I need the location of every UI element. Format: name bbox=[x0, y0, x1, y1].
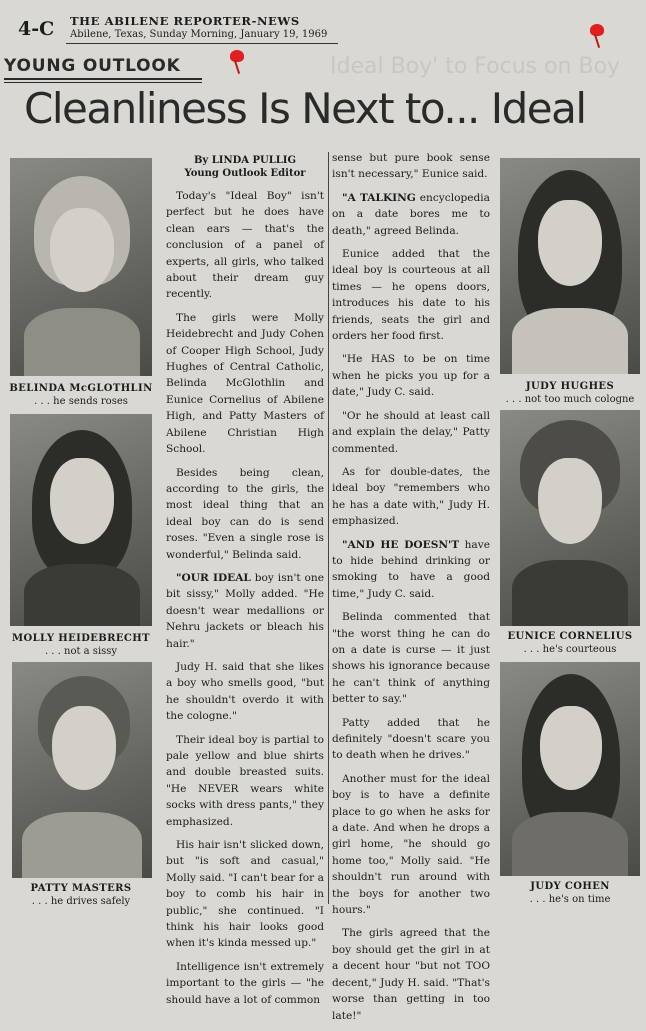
page-number: 4-C bbox=[18, 18, 55, 40]
article-column-1 bbox=[166, 154, 324, 1015]
paragraph: As for double-dates, the ideal boy "remembers who he has a date with," Judy H. emphasized. bbox=[332, 465, 490, 528]
pushpin-icon bbox=[228, 50, 246, 76]
caption bbox=[6, 882, 156, 908]
paragraph: Their ideal boy is partial to pale yellow and blue shirts and double breasted suits. "He NEVER wears white socks with dress pants," they emphasized. bbox=[166, 733, 324, 828]
caption-sub: . . . he sends roses bbox=[34, 396, 128, 407]
dateline: Abilene, Texas, Sunday Morning, January 19, 1969 bbox=[70, 29, 328, 40]
photo-judy-hughes bbox=[500, 158, 640, 374]
paragraph: The girls agreed that the boy should get the girl in at a decent hour "but not TOO decent," Judy H. said. "That's worse than getting in too late!" bbox=[332, 927, 490, 1022]
paragraph: Another must for the ideal boy is to have a definite place to go when he asks for a date. And when he drops a girl home, "he should go home too," Molly said. "He shouldn't run around with the boys for another two hours." bbox=[332, 772, 490, 917]
photo-belinda bbox=[10, 158, 152, 376]
byline-title: Young Outlook Editor bbox=[184, 168, 306, 179]
paragraph: Eunice added that the ideal boy is courteous at all times — he opens doors, introduces his date to his friends, seats the girl and orders her food first. bbox=[332, 248, 490, 343]
caption-name: MOLLY HEIDEBRECHT bbox=[12, 633, 150, 644]
paragraph: "Or he should at least call and explain the delay," Patty commented. bbox=[332, 409, 490, 455]
paragraph: The girls were Molly Heidebrecht and Judy Cohen of Cooper High School, Judy Hughes of Central Catholic, Belinda McGlothlin and Eunice Cornelius of Abilene High, and Patty Masters of Abilene Christian High School. bbox=[166, 311, 324, 456]
paragraph: Besides being clean, according to the girls, the most ideal thing that an ideal boy can do is send roses. "Even a single rose is wonderful," Belinda said. bbox=[166, 466, 324, 561]
paragraph: His hair isn't slicked down, but "is soft and casual," Molly said. "I can't bear for a boy to comb his hair in public," she continued. "I think his hair looks good when it's kinda messed up." bbox=[166, 839, 324, 950]
paragraph: Belinda commented that "the worst thing he can do on a date is curse — it just shows his ignorance because he can't think of anything better to say." bbox=[332, 611, 490, 706]
masthead-rule bbox=[66, 43, 338, 44]
photo-patty bbox=[12, 662, 152, 878]
paragraph: Judy H. said that she likes a boy who smells good, "but he shouldn't overdo it with the cologne." bbox=[166, 660, 324, 723]
paragraph: Intelligence isn't extremely important to the girls — "he should have a lot of common bbox=[166, 960, 324, 1006]
caption-name: JUDY HUGHES bbox=[525, 381, 615, 392]
caption bbox=[6, 632, 156, 658]
caption bbox=[496, 380, 644, 406]
article-column-2 bbox=[332, 150, 490, 1031]
caption-sub: . . . not too much cologne bbox=[505, 394, 635, 405]
byline bbox=[166, 154, 324, 180]
column-rule bbox=[328, 152, 329, 904]
caption-sub: . . . he's courteous bbox=[523, 644, 617, 655]
caption bbox=[496, 630, 644, 656]
paragraph: "A TALKING encyclopedia on a date bores me to death," agreed Belinda. bbox=[332, 191, 490, 237]
photo-molly bbox=[10, 414, 152, 626]
headline: Cleanliness Is Next to... Ideal bbox=[24, 84, 586, 133]
caption-sub: . . . he drives safely bbox=[31, 896, 131, 907]
pushpin-icon bbox=[588, 24, 606, 50]
paper-name: THE ABILENE REPORTER-NEWS bbox=[70, 14, 300, 28]
paragraph: "AND HE DOESN'T have to hide behind drinking or smoking to have a good time," Judy C. said. bbox=[332, 538, 490, 600]
section-rule bbox=[4, 82, 202, 83]
caption-name: PATTY MASTERS bbox=[30, 883, 132, 894]
section-label: YOUNG OUTLOOK bbox=[4, 56, 181, 76]
paragraph: Today's "Ideal Boy" isn't perfect but he does have clean ears — that's the conclusion of a panel of experts, all girls, who talked about their dream guy recently. bbox=[166, 190, 324, 301]
masthead bbox=[18, 14, 338, 46]
caption bbox=[496, 880, 644, 906]
caption-sub: . . . he's on time bbox=[529, 894, 611, 905]
caption-name: BELINDA McGLOTHLIN bbox=[9, 383, 153, 394]
paragraph: "OUR IDEAL boy isn't one bit sissy," Molly added. "He doesn't wear medallions or Nehru jackets or bleach his hair." bbox=[166, 571, 324, 650]
section-rule bbox=[4, 78, 202, 80]
caption bbox=[6, 382, 156, 408]
byline-author: By LINDA PULLIG bbox=[193, 155, 297, 166]
paragraph: "He HAS to be on time when he picks you up for a date," Judy C. said. bbox=[332, 353, 490, 399]
caption-name: EUNICE CORNELIUS bbox=[507, 631, 633, 642]
bleed-through-text: Ideal Boy' to Focus on Boy bbox=[330, 54, 621, 79]
caption-sub: . . . not a sissy bbox=[44, 646, 118, 657]
caption-name: JUDY COHEN bbox=[530, 881, 610, 892]
photo-judy-cohen bbox=[500, 662, 640, 876]
paragraph: Patty added that he definitely "doesn't scare you to death when he drives." bbox=[332, 716, 490, 762]
photo-eunice bbox=[500, 410, 640, 626]
paragraph: sense but pure book sense isn't necessary," Eunice said. bbox=[332, 152, 490, 181]
